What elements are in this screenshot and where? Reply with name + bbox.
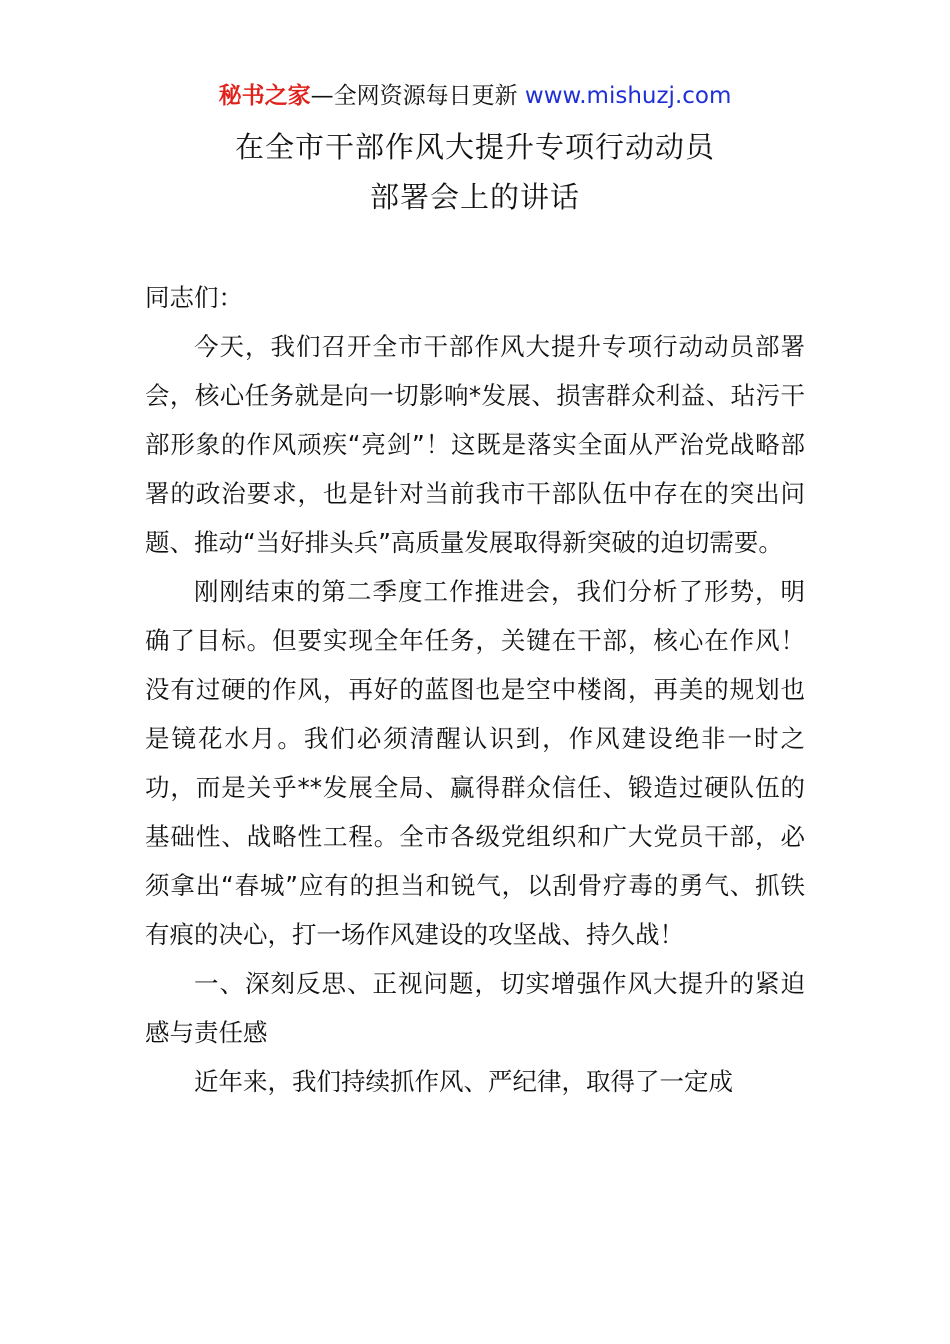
site-header — [0, 80, 950, 112]
salutation: 同志们： — [145, 283, 243, 312]
paragraph-2: 刚刚结束的第二季度工作推进会，我们分析了形势，明确了目标。但要实现全年任务，关键在干部，核心在作风！没有过硬的作风，再好的蓝图也是空中楼阁，再美的规划也是镜花水月。我们必须清醒认识到，作风建设绝非一时之功，而是关乎**发展全局、赢得群众信任、锻造过硬队伍的基础性、战略性工程。全市各级党组织和广大党员干部，必须拿出“春城”应有的担当和锐气，以刮骨疗毒的勇气、抓铁有痕的决心，打一场作风建设的攻坚战、持久战！ — [145, 577, 805, 949]
paragraph-1: 今天，我们召开全市干部作风大提升专项行动动员部署会，核心任务就是向一切影响*发展、损害群众利益、玷污干部形象的作风顽疾“亮剑”！这既是落实全面从严治党战略部署的政治要求，也是针对当前我市干部队伍中存在的突出问题、推动“当好排头兵”高质量发展取得新突破的迫切需要。 — [145, 332, 805, 557]
paragraph-3: 近年来，我们持续抓作风、严纪律，取得了一定成 — [194, 1067, 733, 1096]
header-tagline: —全网资源每日更新 — [310, 83, 525, 109]
site-url-link[interactable]: www.mishuzj.com — [524, 83, 732, 109]
document-title-line-1: 在全市干部作风大提升专项行动动员 — [234, 130, 715, 164]
brand-name: 秘书之家 — [218, 83, 311, 109]
document-body — [145, 273, 805, 1106]
document-title-line-2: 部署会上的讲话 — [369, 180, 580, 214]
section-heading-1: 一、深刻反思、正视问题，切实增强作风大提升的紧迫感与责任感 — [145, 969, 805, 1047]
